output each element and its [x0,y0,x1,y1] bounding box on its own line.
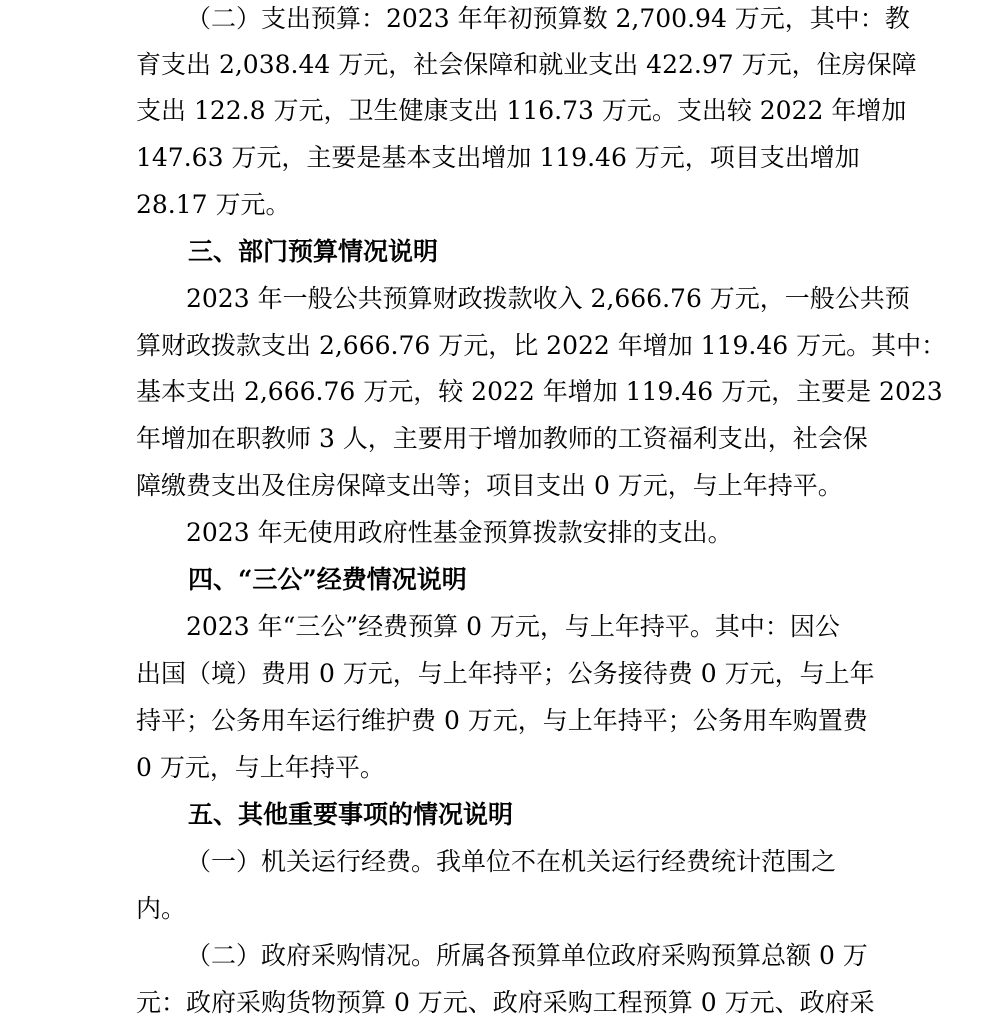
paragraph-line: 育支出 2,038.44 万元，社会保障和就业支出 422.97 万元，住房保障 [136,50,917,79]
paragraph-line: 2023 年“三公”经费预算 0 万元，与上年持平。其中：因公 [186,612,840,641]
paragraph-line: （二）政府采购情况。所属各预算单位政府采购预算总额 0 万 [186,941,868,970]
paragraph-line: 内。 [136,894,187,923]
paragraph-line: 2023 年无使用政府性基金预算拨款安排的支出。 [186,518,733,547]
paragraph-line: 算财政拨款支出 2,666.76 万元，比 2022 年增加 119.46 万元。其中： [136,331,947,360]
section-heading-three-public: 四、“三公”经费情况说明 [188,565,467,594]
paragraph-line: 147.63 万元，主要是基本支出增加 119.46 万元，项目支出增加 [136,143,860,172]
paragraph-line: 支出 122.8 万元，卫生健康支出 116.73 万元。支出较 2022 年增加 [136,96,907,125]
paragraph-line: 持平；公务用车运行维护费 0 万元，与上年持平；公务用车购置费 [136,706,868,735]
paragraph-line: （一）机关运行经费。我单位不在机关运行经费统计范围之 [186,847,837,876]
paragraph-line: （二）支出预算：2023 年年初预算数 2,700.94 万元，其中：教 [186,4,910,33]
section-heading-other-matters: 五、其他重要事项的情况说明 [188,800,514,829]
paragraph-line: 出国（境）费用 0 万元，与上年持平；公务接待费 0 万元，与上年 [136,659,875,688]
paragraph-line: 基本支出 2,666.76 万元，较 2022 年增加 119.46 万元，主要是 2023 [136,377,943,406]
paragraph-line: 2023 年一般公共预算财政拨款收入 2,666.76 万元，一般公共预 [186,284,910,313]
paragraph-line: 元：政府采购货物预算 0 万元、政府采购工程预算 0 万元、政府采 [136,988,875,1017]
paragraph-line: 年增加在职教师 3 人，主要用于增加教师的工资福利支出，社会保 [136,424,868,453]
paragraph-line: 0 万元，与上年持平。 [136,753,385,782]
paragraph-line: 28.17 万元。 [136,190,291,219]
section-heading-budget: 三、部门预算情况说明 [188,237,439,266]
paragraph-line: 障缴费支出及住房保障支出等；项目支出 0 万元，与上年持平。 [136,471,843,500]
